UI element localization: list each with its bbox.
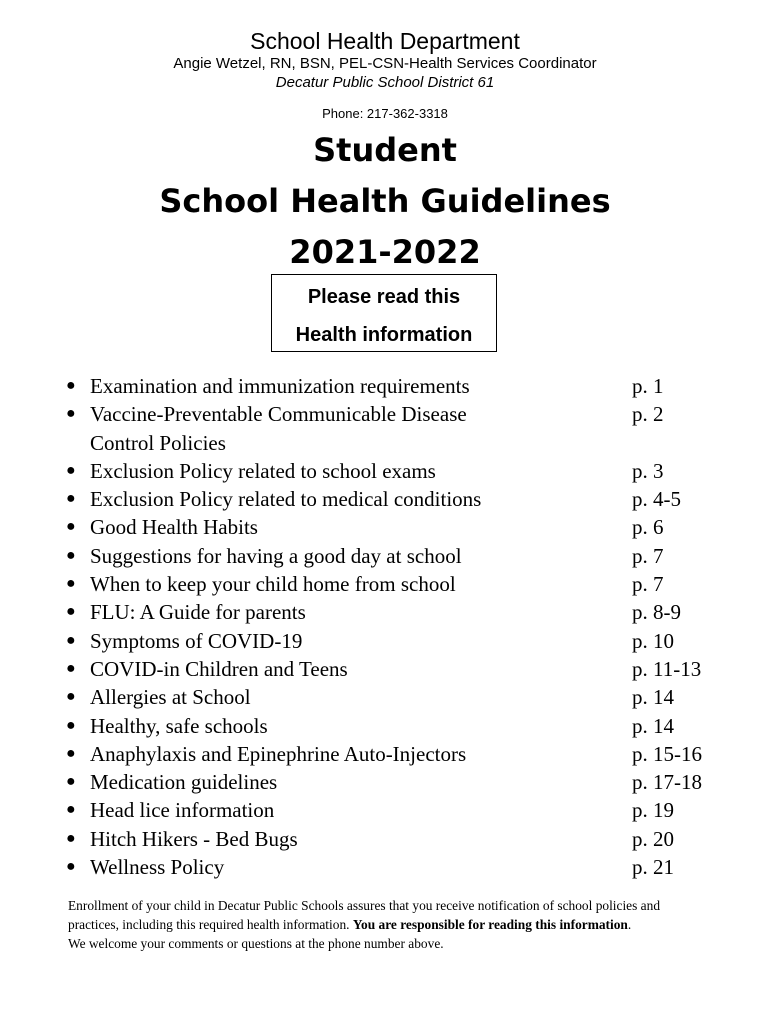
contents-item-page: p. 15-16 xyxy=(632,741,702,766)
contents-item-page: p. 4-5 xyxy=(632,487,681,512)
contents-item xyxy=(60,485,740,513)
contents-item xyxy=(60,570,740,598)
bullet-icon: ● xyxy=(66,575,76,593)
contents-item-page: p. 1 xyxy=(632,374,664,398)
contents-item-label: Healthy, safe schools xyxy=(90,713,268,738)
contents-item-label: Suggestions for having a good day at school xyxy=(90,543,462,568)
contents-item-label: Symptoms of COVID-19 xyxy=(90,628,303,653)
contents-list xyxy=(60,372,740,881)
bullet-icon: ● xyxy=(66,688,76,706)
contents-item xyxy=(60,768,740,796)
bullet-icon: ● xyxy=(66,773,76,791)
department-name: School Health Department xyxy=(250,28,520,54)
contents-item-page: p. 19 xyxy=(632,798,674,823)
contents-item-label: Good Health Habits xyxy=(90,515,258,540)
bullet-icon: ● xyxy=(66,405,76,423)
footer-period: . xyxy=(627,917,632,932)
contents-item-page: p. 10 xyxy=(632,628,674,653)
contents-item xyxy=(60,825,740,853)
contents-item xyxy=(60,683,740,711)
contents-item-page: p. 7 xyxy=(632,543,664,568)
bullet-icon: ● xyxy=(66,631,76,649)
footer-note xyxy=(68,896,708,953)
contents-item-label: Exclusion Policy related to medical conditions xyxy=(90,487,482,512)
contents-item xyxy=(60,457,740,485)
bullet-icon: ● xyxy=(66,518,76,536)
contents-item-label: Hitch Hikers - Bed Bugs xyxy=(90,826,298,851)
contents-item-page: p. 21 xyxy=(632,855,674,880)
bullet-icon: ● xyxy=(66,801,76,819)
contents-item-label: Wellness Policy xyxy=(90,855,225,880)
contents-item xyxy=(60,598,740,626)
title-line-1: Student xyxy=(313,131,457,169)
district-name: Decatur Public School District 61 xyxy=(275,74,495,91)
title-line-3: 2021-2022 xyxy=(289,233,481,271)
footer-contact-text: We welcome your comments or questions at the phone number above. xyxy=(68,936,444,951)
coordinator-line: Angie Wetzel, RN, BSN, PEL-CSN-Health Services Coordinator xyxy=(173,55,597,72)
footer-bold-text: You are responsible for reading this information xyxy=(352,917,628,932)
bullet-icon: ● xyxy=(66,546,76,564)
contents-item-label: Exclusion Policy related to school exams xyxy=(90,458,436,483)
contents-item xyxy=(60,655,740,683)
bullet-icon: ● xyxy=(66,829,76,847)
contents-item-label: FLU: A Guide for parents xyxy=(90,600,306,625)
contents-item xyxy=(60,796,740,824)
notice-line-2: Health information xyxy=(295,324,473,346)
bullet-icon: ● xyxy=(66,603,76,621)
bullet-icon: ● xyxy=(66,461,76,479)
contents-item-page: p. 11-13 xyxy=(632,656,702,681)
contents-item-page: p. 14 xyxy=(632,713,674,738)
title-line-2: School Health Guidelines xyxy=(159,182,611,220)
contents-item-label: When to keep your child home from school xyxy=(90,572,456,597)
contents-item-label: COVID-in Children and Teens xyxy=(90,656,348,681)
contents-item xyxy=(60,740,740,768)
bullet-icon: ● xyxy=(66,858,76,876)
footer-text: Enrollment of your child in Decatur Public Schools assures that you receive notification of school policies and practices, including this required health information. xyxy=(68,898,661,932)
notice-line-1: Please read this xyxy=(307,286,461,308)
contents-item xyxy=(60,627,740,655)
contents-item xyxy=(60,712,740,740)
contents-item-page: p. 20 xyxy=(632,826,674,851)
contents-item-label: Medication guidelines xyxy=(90,770,278,795)
contents-item-page: p. 2 xyxy=(632,402,664,427)
phone-number: Phone: 217-362-3318 xyxy=(322,106,448,121)
read-notice-box xyxy=(271,274,497,352)
contents-item-page: p. 14 xyxy=(632,685,674,710)
contents-item xyxy=(60,372,740,400)
contents-item-page: p. 7 xyxy=(632,572,664,597)
contents-item xyxy=(60,853,740,881)
bullet-icon: ● xyxy=(66,716,76,734)
bullet-icon: ● xyxy=(66,490,76,508)
bullet-icon: ● xyxy=(66,377,76,394)
contents-item xyxy=(60,513,740,541)
contents-item-label: Vaccine-Preventable Communicable Disease Control Policies xyxy=(90,402,467,455)
contents-item-page: p. 17-18 xyxy=(632,770,702,795)
contents-item-page: p. 8-9 xyxy=(632,600,681,625)
contents-item-page: p. 6 xyxy=(632,515,664,540)
contents-item xyxy=(60,400,740,457)
contents-item-page: p. 3 xyxy=(632,458,664,483)
contents-item-label: Allergies at School xyxy=(90,685,251,710)
bullet-icon: ● xyxy=(66,744,76,762)
contents-item-label: Anaphylaxis and Epinephrine Auto-Injectors xyxy=(90,741,467,766)
contents-item xyxy=(60,542,740,570)
contents-item-label: Head lice information xyxy=(90,798,275,823)
bullet-icon: ● xyxy=(66,659,76,677)
contents-item-label: Examination and immunization requirements xyxy=(90,374,470,398)
